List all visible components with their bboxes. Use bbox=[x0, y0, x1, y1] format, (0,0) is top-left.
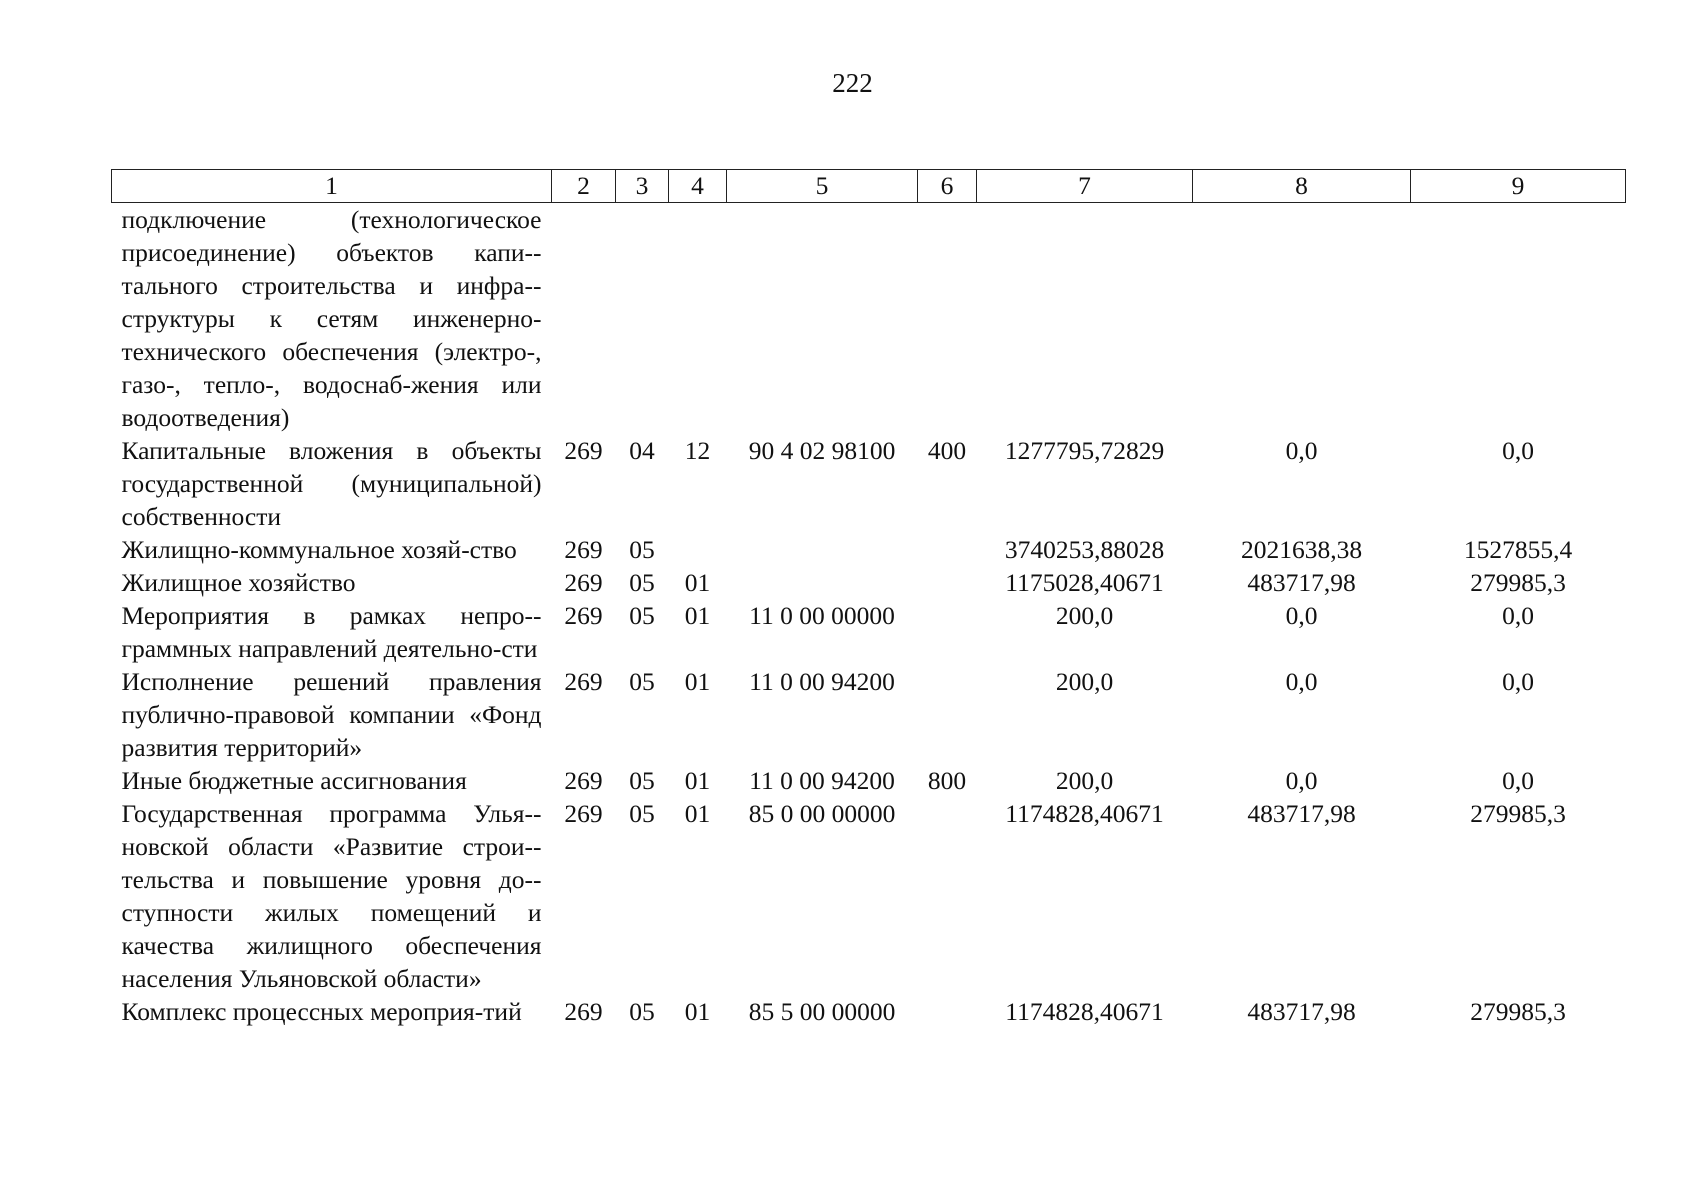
row-value-col8: 0,0 bbox=[1285, 436, 1318, 465]
header-col-6: 6 bbox=[918, 170, 977, 203]
row-admin-code: 269 bbox=[564, 601, 603, 630]
row-admin-code: 269 bbox=[564, 568, 603, 597]
row-value-col7: 3740253,88028 bbox=[1004, 535, 1165, 564]
row-subsection bbox=[669, 533, 727, 566]
row-name: Исполнение решений правления публично-правовой компании «Фонд развития территорий» bbox=[121, 667, 542, 762]
budget-table bbox=[111, 169, 1626, 1028]
row-value-col7 bbox=[977, 203, 1193, 435]
row-admin-code bbox=[552, 203, 616, 435]
row-subsection: 01 bbox=[684, 997, 711, 1026]
row-name: Комплекс процессных мероприя-тий bbox=[121, 997, 522, 1026]
row-value-col7: 1175028,40671 bbox=[1005, 568, 1164, 597]
row-value-col7: 200,0 bbox=[1055, 667, 1114, 696]
row-value-col7: 1277795,72829 bbox=[1004, 436, 1165, 465]
row-section bbox=[616, 203, 669, 435]
row-target-article: 90 4 02 98100 bbox=[748, 436, 896, 465]
table-row bbox=[112, 764, 1626, 797]
row-value-col9 bbox=[1411, 203, 1626, 435]
row-name: Капитальные вложения в объекты государственной (муниципальной) собственности bbox=[121, 436, 542, 531]
row-admin-code: 269 bbox=[564, 997, 603, 1026]
row-section: 04 bbox=[629, 436, 655, 465]
page-number: 222 bbox=[832, 68, 873, 98]
row-target-article bbox=[727, 203, 918, 435]
header-col-5: 5 bbox=[727, 170, 918, 203]
row-section: 05 bbox=[629, 535, 655, 564]
table-row bbox=[112, 566, 1626, 599]
row-value-col8: 483717,98 bbox=[1247, 799, 1356, 828]
row-value-col9: 279985,3 bbox=[1470, 799, 1566, 828]
header-col-1: 1 bbox=[112, 170, 552, 203]
row-section: 05 bbox=[629, 766, 655, 795]
row-target-article bbox=[727, 566, 918, 599]
row-admin-code: 269 bbox=[564, 436, 603, 465]
table-header-row bbox=[112, 170, 1626, 203]
row-value-col9: 0,0 bbox=[1502, 601, 1534, 630]
row-value-col9: 0,0 bbox=[1502, 436, 1534, 465]
row-value-col7: 1174828,40671 bbox=[1005, 799, 1164, 828]
table-row bbox=[112, 599, 1626, 665]
row-value-col7: 200,0 bbox=[1055, 601, 1114, 630]
row-section: 05 bbox=[629, 568, 655, 597]
row-name: подключение (технологическое присоединение) объектов капи-тального строительства и инфра-структуры к сетям инженерно-технического обеспечения (электро-, газо-, тепло-, водоснаб-жения или водоотведения) bbox=[121, 205, 542, 432]
row-value-col8: 0,0 bbox=[1285, 766, 1318, 795]
row-name: Жилищно-коммунальное хозяй-ство bbox=[121, 535, 517, 564]
row-section: 05 bbox=[629, 799, 655, 828]
header-col-9: 9 bbox=[1411, 170, 1626, 203]
row-target-article: 11 0 00 00000 bbox=[749, 601, 895, 630]
row-name: Жилищное хозяйство bbox=[121, 568, 356, 597]
row-subsection: 01 bbox=[684, 601, 711, 630]
row-subsection: 01 bbox=[684, 568, 711, 597]
row-subsection: 01 bbox=[684, 766, 711, 795]
row-target-article bbox=[727, 533, 918, 566]
row-value-col9: 279985,3 bbox=[1470, 997, 1566, 1026]
table-row bbox=[112, 434, 1626, 533]
header-col-8: 8 bbox=[1193, 170, 1411, 203]
row-target-article: 85 0 00 00000 bbox=[748, 799, 896, 828]
row-expense-type bbox=[918, 203, 977, 435]
row-value-col8: 0,0 bbox=[1285, 667, 1318, 696]
row-admin-code: 269 bbox=[564, 766, 603, 795]
row-admin-code: 269 bbox=[564, 667, 603, 696]
row-name: Иные бюджетные ассигнования bbox=[121, 766, 467, 795]
header-col-7: 7 bbox=[977, 170, 1193, 203]
header-col-2: 2 bbox=[552, 170, 616, 203]
table-row bbox=[112, 203, 1626, 435]
row-target-article: 11 0 00 94200 bbox=[749, 667, 895, 696]
table-row bbox=[112, 797, 1626, 995]
row-value-col9: 1527855,4 bbox=[1463, 535, 1573, 564]
row-name: Мероприятия в рамках непро-граммных направлений деятельно-сти bbox=[121, 601, 542, 663]
row-target-article: 85 5 00 00000 bbox=[748, 997, 896, 1026]
row-expense-type bbox=[918, 797, 977, 995]
table-row bbox=[112, 995, 1626, 1028]
row-value-col7: 1174828,40671 bbox=[1005, 997, 1164, 1026]
row-value-col9: 0,0 bbox=[1502, 766, 1534, 795]
row-value-col8: 483717,98 bbox=[1247, 568, 1356, 597]
row-expense-type bbox=[918, 566, 977, 599]
row-subsection: 01 bbox=[684, 799, 711, 828]
row-expense-type bbox=[918, 995, 977, 1028]
row-subsection: 12 bbox=[684, 436, 711, 465]
row-value-col8: 0,0 bbox=[1285, 601, 1318, 630]
row-target-article: 11 0 00 94200 bbox=[749, 766, 895, 795]
row-value-col8: 483717,98 bbox=[1247, 997, 1356, 1026]
row-expense-type bbox=[918, 533, 977, 566]
row-expense-type bbox=[918, 599, 977, 665]
row-subsection bbox=[669, 203, 727, 435]
row-value-col8 bbox=[1193, 203, 1411, 435]
row-name: Государственная программа Улья-новской области «Развитие строи-тельства и повышение уровня до-ступности жилых помещений и качества жилищного обеспечения населения Ульяновской области» bbox=[121, 799, 542, 993]
row-section: 05 bbox=[629, 601, 655, 630]
row-section: 05 bbox=[629, 667, 655, 696]
row-subsection: 01 bbox=[684, 667, 711, 696]
table-row bbox=[112, 665, 1626, 764]
row-admin-code: 269 bbox=[564, 535, 603, 564]
header-col-4: 4 bbox=[669, 170, 727, 203]
row-value-col9: 279985,3 bbox=[1470, 568, 1566, 597]
table-body bbox=[112, 203, 1626, 1029]
header-col-3: 3 bbox=[616, 170, 669, 203]
row-value-col9: 0,0 bbox=[1502, 667, 1534, 696]
table-row bbox=[112, 533, 1626, 566]
row-admin-code: 269 bbox=[564, 799, 603, 828]
row-value-col7: 200,0 bbox=[1055, 766, 1114, 795]
row-expense-type: 800 bbox=[927, 766, 967, 795]
row-value-col8: 2021638,38 bbox=[1240, 535, 1363, 564]
row-section: 05 bbox=[629, 997, 655, 1026]
row-expense-type bbox=[918, 665, 977, 764]
row-expense-type: 400 bbox=[927, 436, 967, 465]
